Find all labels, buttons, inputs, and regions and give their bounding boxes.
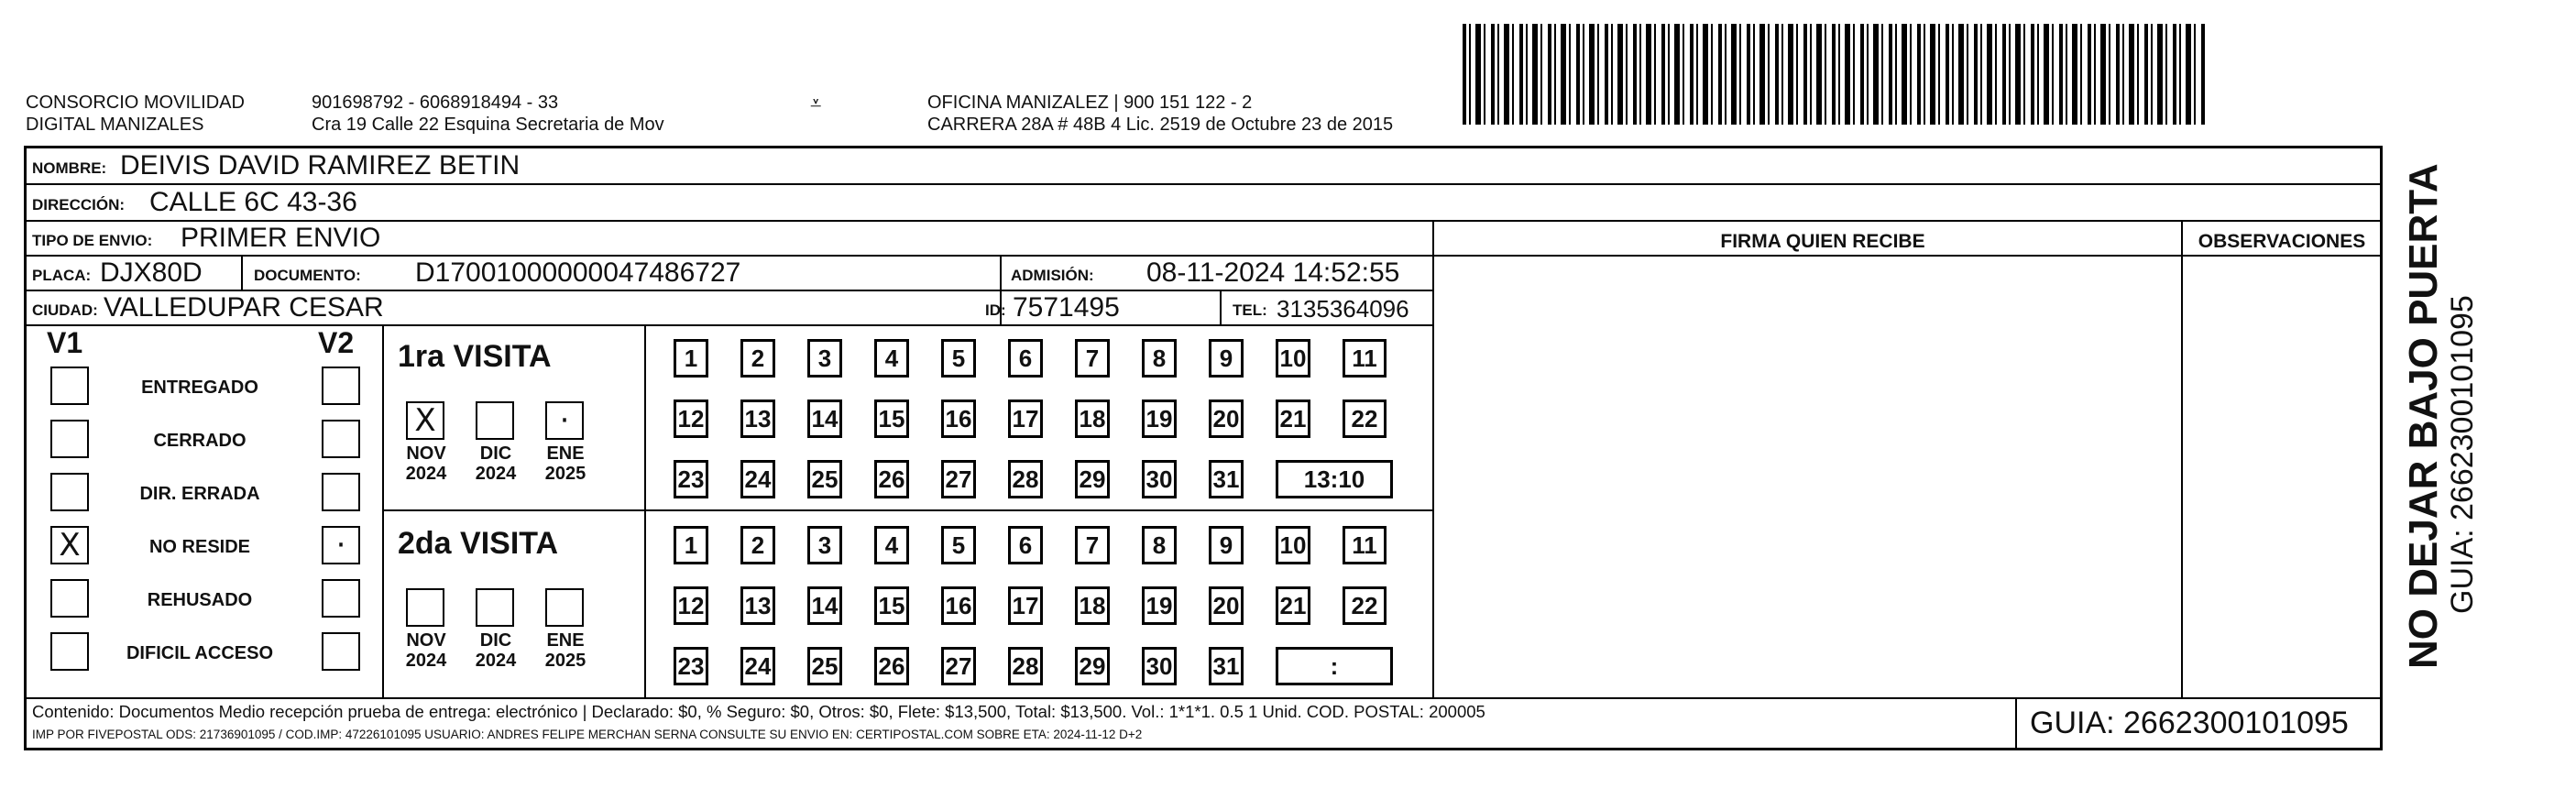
day-box[interactable]: 25 <box>807 460 842 498</box>
day-box[interactable]: 17 <box>1008 400 1043 438</box>
status-v1-checkbox[interactable] <box>50 579 89 618</box>
day-box[interactable]: 7 <box>1075 526 1110 564</box>
tel-value: 3135364096 <box>1277 295 1409 323</box>
day-box[interactable]: 7 <box>1075 339 1110 378</box>
status-v1-checkbox[interactable] <box>50 420 89 458</box>
day-box[interactable]: 6 <box>1008 526 1043 564</box>
side-notice <box>2403 163 2480 669</box>
status-v2-checkbox[interactable] <box>322 473 360 511</box>
month-label <box>466 443 525 484</box>
month-name: DIC <box>479 443 512 464</box>
month-label <box>397 443 455 484</box>
divider <box>1220 291 1222 326</box>
day-box[interactable]: 13 <box>740 400 775 438</box>
day-box[interactable]: 17 <box>1008 586 1043 625</box>
side-guia: GUIA: 2662300101095 <box>2445 295 2480 614</box>
side-warning: NO DEJAR BAJO PUERTA <box>2401 163 2446 669</box>
day-box[interactable]: 27 <box>941 647 976 685</box>
day-box[interactable]: 31 <box>1209 460 1244 498</box>
divider <box>382 509 1432 511</box>
day-box[interactable]: 21 <box>1276 400 1310 438</box>
day-box[interactable]: 10 <box>1276 526 1310 564</box>
nombre-value: DEIVIS DAVID RAMIREZ BETIN <box>120 150 521 181</box>
day-box[interactable]: 15 <box>874 400 909 438</box>
day-box[interactable]: 8 <box>1142 339 1177 378</box>
month-name: NOV <box>406 630 446 651</box>
status-v2-checkbox[interactable] <box>322 579 360 618</box>
month-year: 2024 <box>405 651 447 671</box>
documento-value: D17001000000047486727 <box>415 257 741 288</box>
visit-time-box[interactable]: : <box>1276 647 1393 685</box>
footer-content: Contenido: Documentos Medio recepción prueba de entrega: electrónico | Declarado: $0, % Seguro: $0, Otros: $0, Flete: $13,500, Total: $13,500. Vol.: 1*1*1. 0.5 1 Unid. COD. POSTAL: 200005 <box>32 702 1485 721</box>
day-box[interactable]: 15 <box>874 586 909 625</box>
company-name <box>26 92 245 136</box>
day-box[interactable]: 29 <box>1075 647 1110 685</box>
divider <box>382 326 384 697</box>
day-box[interactable]: 14 <box>807 400 842 438</box>
day-box[interactable]: 1 <box>674 526 708 564</box>
footer-print-info: IMP POR FIVEPOSTAL ODS: 21736901095 / COD.IMP: 47226101095 USUARIO: ANDRES FELIPE MERCHAN SERNA CONSULTE SU ENVIO EN: CERTIPOSTAL.COM SOBRE ETA: 2024-11-12 D+2 <box>32 728 1143 741</box>
month-label <box>536 630 595 671</box>
day-box[interactable]: 10 <box>1276 339 1310 378</box>
day-box[interactable]: 2 <box>740 339 775 378</box>
day-box[interactable]: 4 <box>874 526 909 564</box>
day-box[interactable]: 26 <box>874 460 909 498</box>
status-label: NO RESIDE <box>148 537 251 557</box>
visit1-title: 1ra VISITA <box>398 339 552 374</box>
day-box[interactable]: 13 <box>740 586 775 625</box>
divider <box>2181 222 2183 697</box>
day-box[interactable]: 20 <box>1209 400 1244 438</box>
day-box[interactable]: 28 <box>1008 460 1043 498</box>
month-checkbox[interactable] <box>406 588 444 627</box>
day-box[interactable]: 24 <box>740 460 775 498</box>
status-label: CERRADO <box>153 431 247 451</box>
barcode <box>1463 24 2205 125</box>
day-box[interactable]: 20 <box>1209 586 1244 625</box>
day-box[interactable]: 11 <box>1343 339 1387 378</box>
tipo-label: TIPO DE ENVIO: <box>32 232 153 249</box>
company-info <box>312 92 664 136</box>
day-box[interactable]: 16 <box>941 400 976 438</box>
day-box[interactable]: 29 <box>1075 460 1110 498</box>
month-year: 2024 <box>475 651 517 671</box>
divider <box>2015 697 2017 750</box>
firma-header: FIRMA QUIEN RECIBE <box>1720 231 1925 252</box>
month-label <box>536 443 595 484</box>
nombre-label: NOMBRE: <box>32 159 107 177</box>
day-box[interactable]: 21 <box>1276 586 1310 625</box>
day-box[interactable]: 18 <box>1075 400 1110 438</box>
day-box[interactable]: 11 <box>1343 526 1387 564</box>
day-box[interactable]: 24 <box>740 647 775 685</box>
company-address: Cra 19 Calle 22 Esquina Secretaria de Mov <box>312 115 664 135</box>
divider <box>644 326 646 697</box>
day-box[interactable]: 22 <box>1343 400 1387 438</box>
observaciones-header: OBSERVACIONES <box>2198 231 2366 252</box>
month-checkbox[interactable]: · <box>545 401 584 440</box>
ciudad-label: CIUDAD: <box>32 301 98 319</box>
day-box[interactable]: 12 <box>674 400 708 438</box>
direccion-value: CALLE 6C 43-36 <box>149 187 357 217</box>
day-box[interactable]: 30 <box>1142 460 1177 498</box>
placa-label: PLACA: <box>32 267 92 284</box>
row-ciudad <box>27 291 1434 326</box>
company-ids: 901698792 - 6068918494 - 33 <box>312 93 559 113</box>
day-box[interactable]: 3 <box>807 526 842 564</box>
status-v1-checkbox[interactable] <box>50 473 89 511</box>
row-nombre <box>27 148 2380 185</box>
day-box[interactable]: 8 <box>1142 526 1177 564</box>
direccion-label: DIRECCIÓN: <box>32 196 126 213</box>
v1-header: V1 <box>47 326 83 359</box>
divider <box>241 257 243 291</box>
row-tipo <box>27 222 2380 257</box>
status-label: DIR. ERRADA <box>139 484 260 504</box>
month-label <box>397 630 455 671</box>
day-box[interactable]: 18 <box>1075 586 1110 625</box>
status-v2-checkbox[interactable] <box>322 367 360 405</box>
day-box[interactable]: 23 <box>674 460 708 498</box>
divider <box>1432 222 1434 697</box>
company-line1: CONSORCIO MOVILIDAD <box>26 93 245 113</box>
row-placa <box>27 257 1434 291</box>
day-box[interactable]: 3 <box>807 339 842 378</box>
day-box[interactable]: 27 <box>941 460 976 498</box>
month-name: ENE <box>546 443 585 464</box>
status-label: DIFICIL ACCESO <box>126 643 273 663</box>
day-box[interactable]: 25 <box>807 647 842 685</box>
month-name: ENE <box>546 630 585 651</box>
month-checkbox[interactable]: X <box>406 401 444 440</box>
day-box[interactable]: 19 <box>1142 400 1177 438</box>
office-line1: OFICINA MANIZALEZ | 900 151 122 - 2 <box>927 93 1253 113</box>
day-box[interactable]: 9 <box>1209 339 1244 378</box>
row-direccion <box>27 185 2380 222</box>
status-v1-checkbox[interactable]: X <box>50 526 89 564</box>
day-box[interactable]: 19 <box>1142 586 1177 625</box>
footer-guia: GUIA: 2662300101095 <box>2030 706 2349 740</box>
day-box[interactable]: 5 <box>941 339 976 378</box>
ciudad-value: VALLEDUPAR CESAR <box>104 292 384 323</box>
admision-value: 08-11-2024 14:52:55 <box>1146 257 1400 288</box>
day-box[interactable]: 23 <box>674 647 708 685</box>
divider <box>27 697 2380 699</box>
day-box[interactable]: 28 <box>1008 647 1043 685</box>
month-checkbox[interactable] <box>476 401 514 440</box>
day-box[interactable]: 22 <box>1343 586 1387 625</box>
admision-label: ADMISIÓN: <box>1011 267 1094 284</box>
office-line2: CARRERA 28A # 48B 4 Lic. 2519 de Octubre 23 de 2015 <box>927 115 1394 135</box>
month-name: NOV <box>406 443 446 464</box>
status-v1-checkbox[interactable] <box>50 632 89 671</box>
month-name: DIC <box>479 630 512 651</box>
day-box[interactable]: 2 <box>740 526 775 564</box>
month-checkbox[interactable] <box>476 588 514 627</box>
documento-label: DOCUMENTO: <box>254 267 361 284</box>
tipo-value: PRIMER ENVIO <box>181 223 381 253</box>
day-box[interactable]: 26 <box>874 647 909 685</box>
logo-icon: ⩡ <box>810 92 822 115</box>
month-year: 2025 <box>544 464 586 484</box>
office-info <box>927 92 1393 136</box>
delivery-form <box>24 146 2383 750</box>
status-v2-checkbox[interactable] <box>322 632 360 671</box>
company-line2: DIGITAL MANIZALES <box>26 115 204 135</box>
day-box[interactable]: 16 <box>941 586 976 625</box>
visit2-title: 2da VISITA <box>398 526 559 561</box>
month-year: 2025 <box>544 651 586 671</box>
id-label: ID: <box>985 301 1006 319</box>
visit-time-box[interactable]: 13:10 <box>1276 460 1393 498</box>
day-box[interactable]: 12 <box>674 586 708 625</box>
placa-value: DJX80D <box>100 257 203 288</box>
status-v1-checkbox[interactable] <box>50 367 89 405</box>
day-box[interactable]: 1 <box>674 339 708 378</box>
month-year: 2024 <box>405 464 447 484</box>
id-value: 7571495 <box>1013 292 1120 323</box>
day-box[interactable]: 5 <box>941 526 976 564</box>
day-box[interactable]: 6 <box>1008 339 1043 378</box>
day-box[interactable]: 14 <box>807 586 842 625</box>
day-box[interactable]: 31 <box>1209 647 1244 685</box>
month-label <box>466 630 525 671</box>
tel-label: TEL: <box>1233 301 1267 319</box>
status-v2-checkbox[interactable] <box>322 420 360 458</box>
day-box[interactable]: 9 <box>1209 526 1244 564</box>
month-year: 2024 <box>475 464 517 484</box>
status-label: ENTREGADO <box>141 378 258 398</box>
status-v2-checkbox[interactable]: · <box>322 526 360 564</box>
day-box[interactable]: 30 <box>1142 647 1177 685</box>
divider <box>1000 257 1002 326</box>
status-label: REHUSADO <box>147 590 253 610</box>
v2-header: V2 <box>318 326 355 359</box>
day-box[interactable]: 4 <box>874 339 909 378</box>
month-checkbox[interactable] <box>545 588 584 627</box>
